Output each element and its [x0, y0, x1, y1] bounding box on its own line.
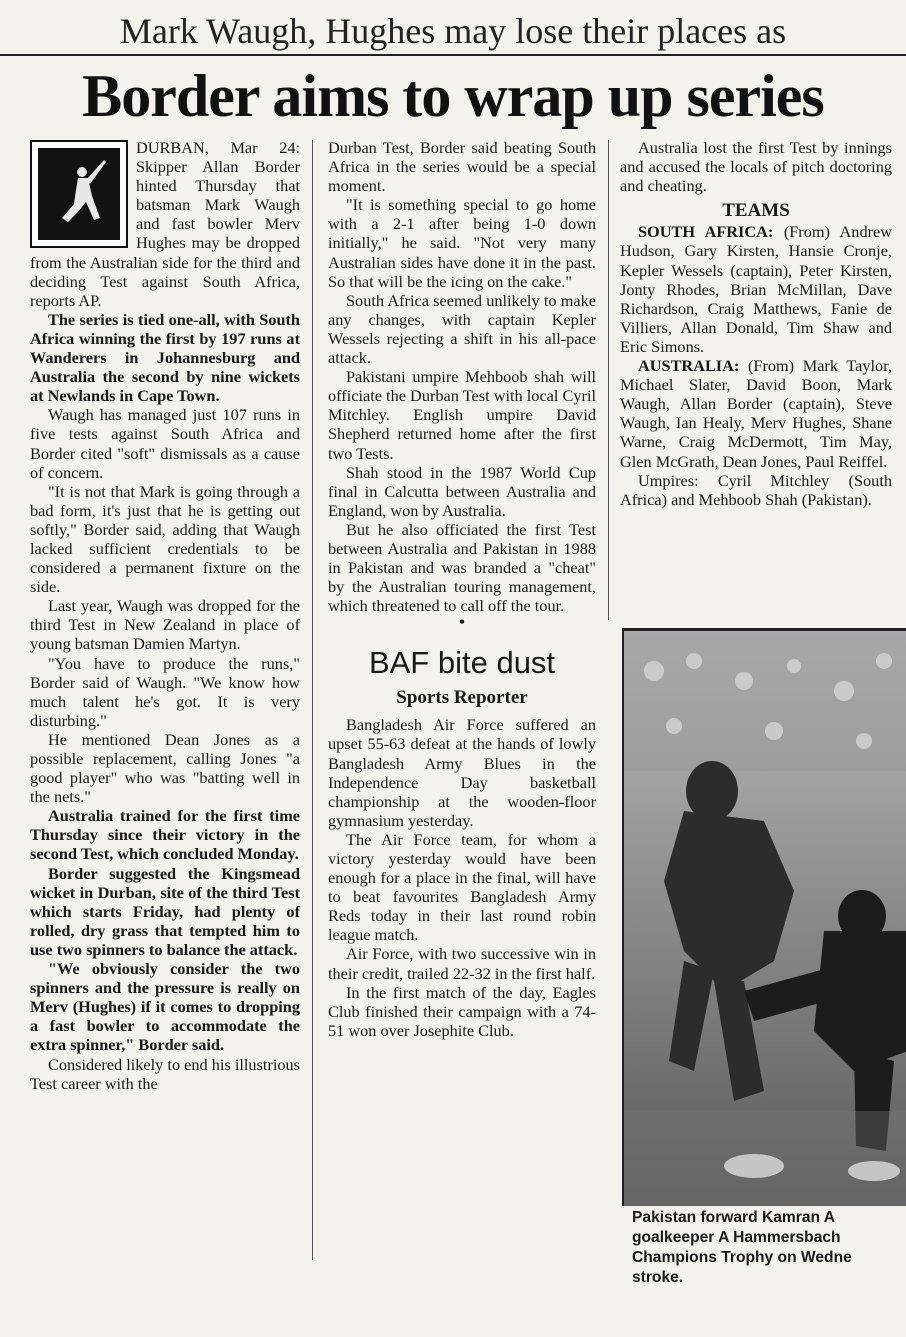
article-paragraph: "It is something special to go home with a 2-1 after being 1-0 down initially," he said. "Not very many Australian sides have done it in the past. So that will be the icing on the cake." [328, 195, 596, 291]
photo-caption [632, 1208, 906, 1292]
article-paragraph: "It is not that Mark is going through a bad form, it's just that he is getting out softly," Border said, adding that Waugh lacked sufficient credentials to be considered a permanent fixture on the side. [30, 481, 300, 597]
article-paragraph: "We obviously consider the two spinners and the pressure is really on Merv (Hughes) if it comes to dropping a fast bowler to accommodate the extra spinner," Border said. [30, 959, 300, 1055]
kicker-headline: Mark Waugh, Hughes may lose their places as [119, 11, 787, 51]
caption-line: Champions Trophy on Wedne [632, 1249, 852, 1266]
baf-paragraph: Bangladesh Air Force suffered an upset 55-63 defeat at the hands of lowly Bangladesh Army Blues in the Independence Day basketball championship at the wooden-floor gymnasium yesterday. [328, 715, 596, 830]
kicker-rule [0, 54, 906, 56]
hockey-players-image [624, 631, 906, 1206]
hockey-photo [622, 628, 906, 1206]
team-list-south-africa: (From) Andrew Hudson, Gary Kirsten, Hansie Cronje, Kepler Wessels (captain), Peter Kirsten, Jonty Rhodes, Brian McMillan, Dave Richardson, Craig Matthews, Fanie de Villiers, Allan Donald, Tim Shaw and Eric Simons. [620, 222, 892, 356]
article-paragraph: Australia trained for the first time Thursday since their victory in the second Test, which concluded Monday. [30, 806, 300, 864]
umpires-line: Umpires: Cyril Mitchley (South Africa) and Mehboob Shah (Pakistan). [620, 470, 892, 509]
caption-line: goalkeeper A Hammersbach [632, 1229, 841, 1246]
end-bullet-icon: • [459, 612, 465, 632]
teams-heading: TEAMS [722, 200, 790, 222]
article-paragraph: Australia lost the first Test by innings and accused the locals of pitch doctoring and cheating. [620, 138, 892, 196]
cricket-player-thumbnail [30, 140, 128, 248]
baf-paragraph: In the first match of the day, Eagles Club finished their campaign with a 74-51 won over Josephite Club. [328, 982, 596, 1040]
article-column-1 [30, 138, 300, 1093]
article-paragraph: Waugh has managed just 107 runs in five tests against South Africa and Border cited "soft" dismissals as a cause of concern. [30, 405, 300, 482]
baf-byline: Sports Reporter [396, 687, 528, 709]
article-column-3 [620, 138, 892, 509]
article-column-2 [328, 138, 596, 1040]
article-paragraph: Considered likely to end his illustrious Test career with the [30, 1054, 300, 1093]
article-paragraph: Last year, Waugh was dropped for the third Test in New Zealand in place of young batsman Damien Martyn. [30, 596, 300, 654]
baf-headline: BAF bite dust [368, 645, 556, 681]
baf-paragraph: Air Force, with two successive win in their credit, trailed 22-32 in the first half. [328, 944, 596, 983]
caption-line: stroke. [632, 1269, 684, 1286]
dateline: DURBAN, Mar 24: [136, 138, 300, 157]
main-headline: Border aims to wrap up series [82, 63, 824, 129]
article-paragraph: Pakistani umpire Mehboob shah will officiate the Durban Test with local Cyril Mitchley. English umpire David Shepherd returned home after the first two Tests. [328, 367, 596, 463]
article-paragraph: Durban Test, Border said beating South Africa in the series would be a special moment. [328, 138, 596, 196]
team-list-australia: (From) Mark Taylor, Michael Slater, David Boon, Mark Waugh, Allan Border (captain), Steve Waugh, Ian Healy, Merv Hughes, Shane Warne, Craig McDermott, Tim May, Glen McGrath, Dean Jones, Paul Reiffel. [620, 356, 892, 471]
article-paragraph: The series is tied one-all, with South Africa winning the first by 197 runs at Wanderers in Johannesburg and Australia the second by nine wickets at Newlands in Cape Town. [30, 309, 300, 406]
article-paragraph: South Africa seemed unlikely to make any changes, with captain Kepler Wessels rejecting a shift in his all-pace attack. [328, 290, 596, 368]
article-paragraph: Border suggested the Kingsmead wicket in Durban, site of the third Test which starts Friday, had plenty of rolled, dry grass that tempted him to use two spinners to balance the attack. [30, 863, 300, 959]
article-paragraph: He mentioned Dean Jones as a possible replacement, calling Jones "a good player" who was "batting well in the nets." [30, 729, 300, 807]
article-paragraph: Skipper Allan Border hinted Thursday that batsman Mark Waugh and fast bowler Merv Hughes may be dropped from the Australian side for the third and deciding Test against South Africa, reports AP. [30, 157, 300, 310]
article-paragraph: But he also officiated the first Test between Australia and Pakistan in 1988 in Pakistan and was branded a "cheat" by the Australian touring management, which threatened to call off the tour. [328, 519, 596, 616]
batsman-silhouette-icon [38, 148, 120, 240]
article-paragraph: "You have to produce the runs," Border said of Waugh. "We know how much talent he's got. It is very disturbing." [30, 653, 300, 730]
column-divider [312, 140, 313, 1260]
caption-line: Pakistan forward Kamran A [632, 1209, 836, 1226]
article-paragraph: Shah stood in the 1987 World Cup final in Calcutta between Australia and England, won by Australia. [328, 462, 596, 520]
baf-paragraph: The Air Force team, for whom a victory yesterday would have been enough for a place in the final, will have to beat favourites Bangladesh Army Reds today in their last round robin league match. [328, 829, 596, 945]
team-label-south-africa: SOUTH AFRICA: [638, 222, 774, 242]
team-label-australia: AUSTRALIA: [638, 356, 740, 376]
column-divider [608, 140, 609, 620]
